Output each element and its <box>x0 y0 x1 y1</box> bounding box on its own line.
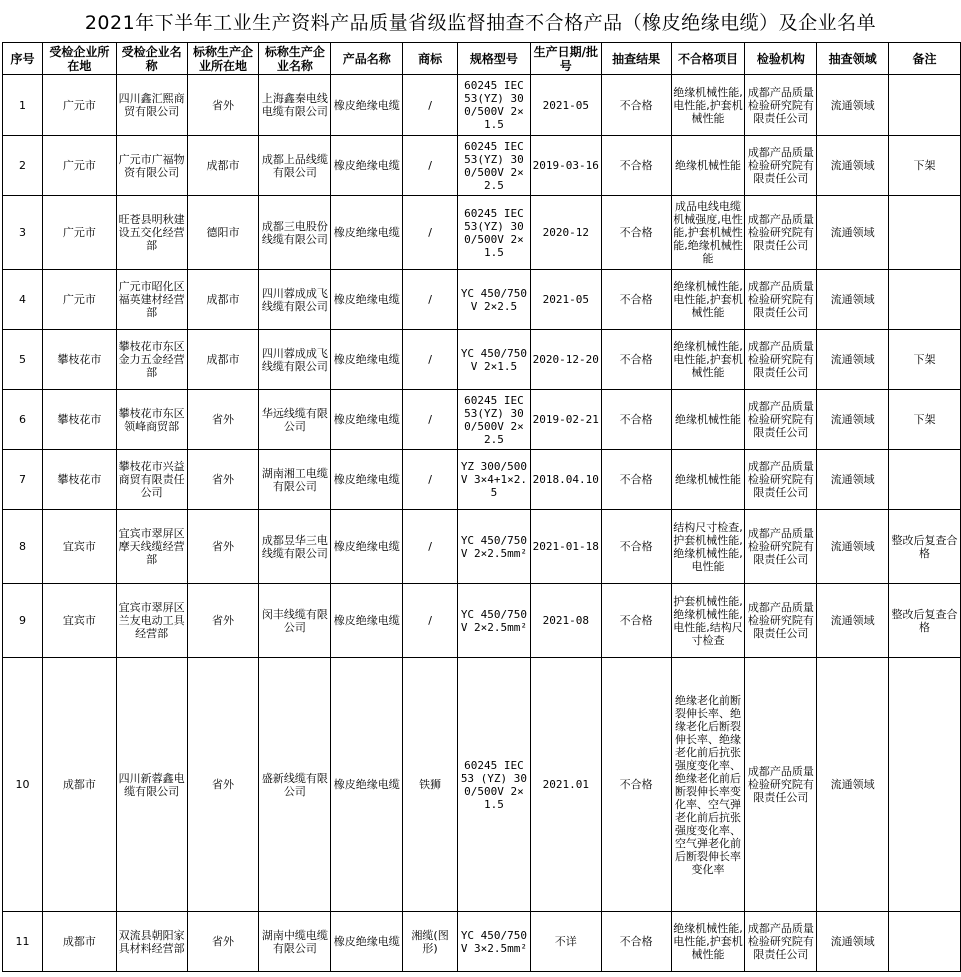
column-header: 检验机构 <box>745 43 817 75</box>
cell-date: 2019-03-16 <box>530 136 601 196</box>
cell-date: 2020-12-20 <box>530 330 601 390</box>
cell-items: 绝缘机械性能 <box>671 450 745 510</box>
cell-date: 2021-05 <box>530 270 601 330</box>
cell-field: 流通领域 <box>817 136 889 196</box>
cell-mfr-loc: 成都市 <box>187 330 259 390</box>
cell-field: 流通领域 <box>817 330 889 390</box>
cell-product: 橡皮绝缘电缆 <box>331 270 403 330</box>
cell-spec: YC 450/750V 3×2.5mm² <box>458 912 531 972</box>
cell-mfr-loc: 省外 <box>187 510 259 584</box>
column-header: 序号 <box>3 43 43 75</box>
cell-note: 下架 <box>889 330 961 390</box>
cell-result: 不合格 <box>601 510 671 584</box>
cell-result: 不合格 <box>601 390 671 450</box>
cell-date: 2021-01-18 <box>530 510 601 584</box>
cell-spec: 60245 IEC 53 (YZ) 300/500V 2×1.5 <box>458 658 531 912</box>
cell-note <box>889 196 961 270</box>
cell-loc: 广元市 <box>42 270 116 330</box>
cell-result: 不合格 <box>601 912 671 972</box>
cell-loc: 广元市 <box>42 196 116 270</box>
cell-loc: 宜宾市 <box>42 510 116 584</box>
cell-lab: 成都产品质量检验研究院有限责任公司 <box>745 584 817 658</box>
cell-no: 5 <box>3 330 43 390</box>
cell-product: 橡皮绝缘电缆 <box>331 584 403 658</box>
cell-field: 流通领域 <box>817 390 889 450</box>
column-header: 不合格项目 <box>671 43 745 75</box>
cell-product: 橡皮绝缘电缆 <box>331 912 403 972</box>
cell-result: 不合格 <box>601 330 671 390</box>
column-header: 标称生产企业名称 <box>259 43 331 75</box>
column-header: 商标 <box>403 43 458 75</box>
cell-items: 护套机械性能,绝缘机械性能,电性能,结构尺寸检查 <box>671 584 745 658</box>
cell-mfr-loc: 省外 <box>187 912 259 972</box>
table-row <box>3 136 961 196</box>
cell-brand: / <box>403 450 458 510</box>
cell-note <box>889 270 961 330</box>
column-header: 规格型号 <box>458 43 531 75</box>
cell-note <box>889 75 961 136</box>
cell-no: 1 <box>3 75 43 136</box>
cell-company: 攀枝花市东区金力五金经营部 <box>116 330 187 390</box>
cell-items: 绝缘机械性能,电性能,护套机械性能 <box>671 912 745 972</box>
cell-lab: 成都产品质量检验研究院有限责任公司 <box>745 330 817 390</box>
cell-field: 流通领域 <box>817 450 889 510</box>
table-row <box>3 584 961 658</box>
cell-lab: 成都产品质量检验研究院有限责任公司 <box>745 510 817 584</box>
cell-product: 橡皮绝缘电缆 <box>331 658 403 912</box>
cell-result: 不合格 <box>601 658 671 912</box>
cell-date: 2021.01 <box>530 658 601 912</box>
cell-loc: 广元市 <box>42 75 116 136</box>
cell-lab: 成都产品质量检验研究院有限责任公司 <box>745 75 817 136</box>
cell-product: 橡皮绝缘电缆 <box>331 136 403 196</box>
cell-mfr-loc: 成都市 <box>187 136 259 196</box>
table-row <box>3 450 961 510</box>
cell-lab: 成都产品质量检验研究院有限责任公司 <box>745 390 817 450</box>
cell-brand: / <box>403 510 458 584</box>
cell-spec: 60245 IEC 53(YZ) 300/500V 2×1.5 <box>458 75 531 136</box>
cell-mfr: 上海鑫秦电线电缆有限公司 <box>259 75 331 136</box>
cell-mfr: 湖南湘工电缆有限公司 <box>259 450 331 510</box>
cell-no: 2 <box>3 136 43 196</box>
table-row <box>3 270 961 330</box>
column-header: 产品名称 <box>331 43 403 75</box>
cell-mfr: 闵丰线缆有限公司 <box>259 584 331 658</box>
cell-field: 流通领域 <box>817 658 889 912</box>
cell-brand: / <box>403 196 458 270</box>
cell-spec: YC 450/750V 2×2.5mm² <box>458 584 531 658</box>
cell-product: 橡皮绝缘电缆 <box>331 196 403 270</box>
cell-mfr-loc: 成都市 <box>187 270 259 330</box>
results-table <box>2 42 961 972</box>
cell-company: 攀枝花市东区领峰商贸部 <box>116 390 187 450</box>
column-header: 标称生产企业所在地 <box>187 43 259 75</box>
table-row <box>3 196 961 270</box>
cell-date: 2020-12 <box>530 196 601 270</box>
cell-date: 不详 <box>530 912 601 972</box>
cell-company: 广元市广福物资有限公司 <box>116 136 187 196</box>
cell-no: 7 <box>3 450 43 510</box>
cell-company: 广元市昭化区福英建材经营部 <box>116 270 187 330</box>
cell-note: 下架 <box>889 136 961 196</box>
column-header: 受检企业名称 <box>116 43 187 75</box>
cell-no: 3 <box>3 196 43 270</box>
cell-mfr-loc: 省外 <box>187 584 259 658</box>
cell-brand: 铁狮 <box>403 658 458 912</box>
cell-product: 橡皮绝缘电缆 <box>331 450 403 510</box>
cell-lab: 成都产品质量检验研究院有限责任公司 <box>745 136 817 196</box>
cell-result: 不合格 <box>601 75 671 136</box>
cell-loc: 成都市 <box>42 658 116 912</box>
cell-date: 2021-05 <box>530 75 601 136</box>
cell-date: 2018.04.10 <box>530 450 601 510</box>
cell-brand: / <box>403 270 458 330</box>
cell-result: 不合格 <box>601 584 671 658</box>
cell-mfr: 成都上品线缆有限公司 <box>259 136 331 196</box>
cell-company: 四川新蓉鑫电缆有限公司 <box>116 658 187 912</box>
cell-spec: 60245 IEC 53(YZ) 300/500V 2×2.5 <box>458 136 531 196</box>
cell-mfr-loc: 省外 <box>187 658 259 912</box>
cell-mfr: 成都昱华三电线缆有限公司 <box>259 510 331 584</box>
cell-items: 绝缘机械性能,电性能,护套机械性能 <box>671 330 745 390</box>
cell-brand: / <box>403 584 458 658</box>
cell-mfr-loc: 德阳市 <box>187 196 259 270</box>
cell-lab: 成都产品质量检验研究院有限责任公司 <box>745 196 817 270</box>
cell-field: 流通领域 <box>817 75 889 136</box>
document-title: 2021年下半年工业生产资料产品质量省级监督抽查不合格产品（橡皮绝缘电缆）及企业名单 <box>84 11 877 34</box>
cell-result: 不合格 <box>601 136 671 196</box>
cell-items: 绝缘机械性能,电性能,护套机械性能 <box>671 75 745 136</box>
cell-mfr: 华远线缆有限公司 <box>259 390 331 450</box>
cell-lab: 成都产品质量检验研究院有限责任公司 <box>745 658 817 912</box>
cell-mfr-loc: 省外 <box>187 75 259 136</box>
cell-spec: YC 450/750V 2×1.5 <box>458 330 531 390</box>
cell-mfr: 湖南中缆电缆有限公司 <box>259 912 331 972</box>
cell-product: 橡皮绝缘电缆 <box>331 330 403 390</box>
column-header: 生产日期/批号 <box>530 43 601 75</box>
cell-note <box>889 912 961 972</box>
cell-field: 流通领域 <box>817 584 889 658</box>
cell-no: 4 <box>3 270 43 330</box>
table-row <box>3 330 961 390</box>
column-header: 受检企业所在地 <box>42 43 116 75</box>
column-header: 抽查结果 <box>601 43 671 75</box>
cell-items: 结构尺寸检查,护套机械性能,绝缘机械性能,电性能 <box>671 510 745 584</box>
cell-loc: 宜宾市 <box>42 584 116 658</box>
cell-field: 流通领域 <box>817 912 889 972</box>
cell-field: 流通领域 <box>817 196 889 270</box>
cell-mfr-loc: 省外 <box>187 450 259 510</box>
cell-brand: / <box>403 75 458 136</box>
cell-note <box>889 658 961 912</box>
cell-loc: 攀枝花市 <box>42 450 116 510</box>
column-header: 抽查领域 <box>817 43 889 75</box>
cell-product: 橡皮绝缘电缆 <box>331 510 403 584</box>
cell-loc: 攀枝花市 <box>42 330 116 390</box>
table-row <box>3 390 961 450</box>
cell-product: 橡皮绝缘电缆 <box>331 390 403 450</box>
cell-items: 绝缘老化前断裂伸长率、绝缘老化后断裂伸长率、绝缘老化前后抗张强度变化率、绝缘老化前后断裂伸长率变化率、空气弹老化前后抗张强度变化率、空气弹老化前后断裂伸长率变化率 <box>671 658 745 912</box>
cell-date: 2021-08 <box>530 584 601 658</box>
cell-mfr-loc: 省外 <box>187 390 259 450</box>
cell-brand: 湘缆(图形) <box>403 912 458 972</box>
cell-company: 宜宾市翠屏区兰友电动工具经营部 <box>116 584 187 658</box>
cell-note: 整改后复查合格 <box>889 510 961 584</box>
cell-brand: / <box>403 390 458 450</box>
cell-loc: 广元市 <box>42 136 116 196</box>
cell-company: 双流县朝阳家具材料经营部 <box>116 912 187 972</box>
cell-no: 6 <box>3 390 43 450</box>
cell-items: 绝缘机械性能 <box>671 390 745 450</box>
table-row <box>3 658 961 912</box>
cell-company: 四川鑫汇熙商贸有限公司 <box>116 75 187 136</box>
cell-lab: 成都产品质量检验研究院有限责任公司 <box>745 912 817 972</box>
table-row <box>3 510 961 584</box>
cell-field: 流通领域 <box>817 510 889 584</box>
cell-product: 橡皮绝缘电缆 <box>331 75 403 136</box>
column-header: 备注 <box>889 43 961 75</box>
cell-no: 8 <box>3 510 43 584</box>
cell-spec: YC 450/750V 2×2.5 <box>458 270 531 330</box>
cell-spec: YZ 300/500V 3×4+1×2.5 <box>458 450 531 510</box>
cell-brand: / <box>403 136 458 196</box>
cell-date: 2019-02-21 <box>530 390 601 450</box>
cell-company: 攀枝花市兴益商贸有限责任公司 <box>116 450 187 510</box>
cell-spec: 60245 IEC 53(YZ) 300/500V 2×1.5 <box>458 196 531 270</box>
cell-mfr: 盛新线缆有限公司 <box>259 658 331 912</box>
cell-note: 下架 <box>889 390 961 450</box>
cell-lab: 成都产品质量检验研究院有限责任公司 <box>745 450 817 510</box>
cell-mfr: 成都三电股份线缆有限公司 <box>259 196 331 270</box>
cell-result: 不合格 <box>601 196 671 270</box>
cell-note <box>889 450 961 510</box>
cell-no: 9 <box>3 584 43 658</box>
cell-spec: 60245 IEC 53(YZ) 300/500V 2×2.5 <box>458 390 531 450</box>
cell-note: 整改后复查合格 <box>889 584 961 658</box>
table-header-row <box>3 43 961 75</box>
cell-field: 流通领域 <box>817 270 889 330</box>
cell-mfr: 四川蓉成成飞线缆有限公司 <box>259 330 331 390</box>
cell-loc: 攀枝花市 <box>42 390 116 450</box>
table-row <box>3 912 961 972</box>
cell-mfr: 四川蓉成成飞线缆有限公司 <box>259 270 331 330</box>
table-row <box>3 75 961 136</box>
cell-company: 旺苍县明秋建设五交化经营部 <box>116 196 187 270</box>
cell-no: 10 <box>3 658 43 912</box>
cell-lab: 成都产品质量检验研究院有限责任公司 <box>745 270 817 330</box>
cell-no: 11 <box>3 912 43 972</box>
cell-company: 宜宾市翠屏区摩天线缆经营部 <box>116 510 187 584</box>
cell-spec: YC 450/750V 2×2.5mm² <box>458 510 531 584</box>
cell-loc: 成都市 <box>42 912 116 972</box>
cell-brand: / <box>403 330 458 390</box>
cell-result: 不合格 <box>601 450 671 510</box>
cell-items: 绝缘机械性能,电性能,护套机械性能 <box>671 270 745 330</box>
cell-items: 绝缘机械性能 <box>671 136 745 196</box>
cell-items: 成品电线电缆机械强度,电性能,护套机械性能,绝缘机械性能 <box>671 196 745 270</box>
cell-result: 不合格 <box>601 270 671 330</box>
